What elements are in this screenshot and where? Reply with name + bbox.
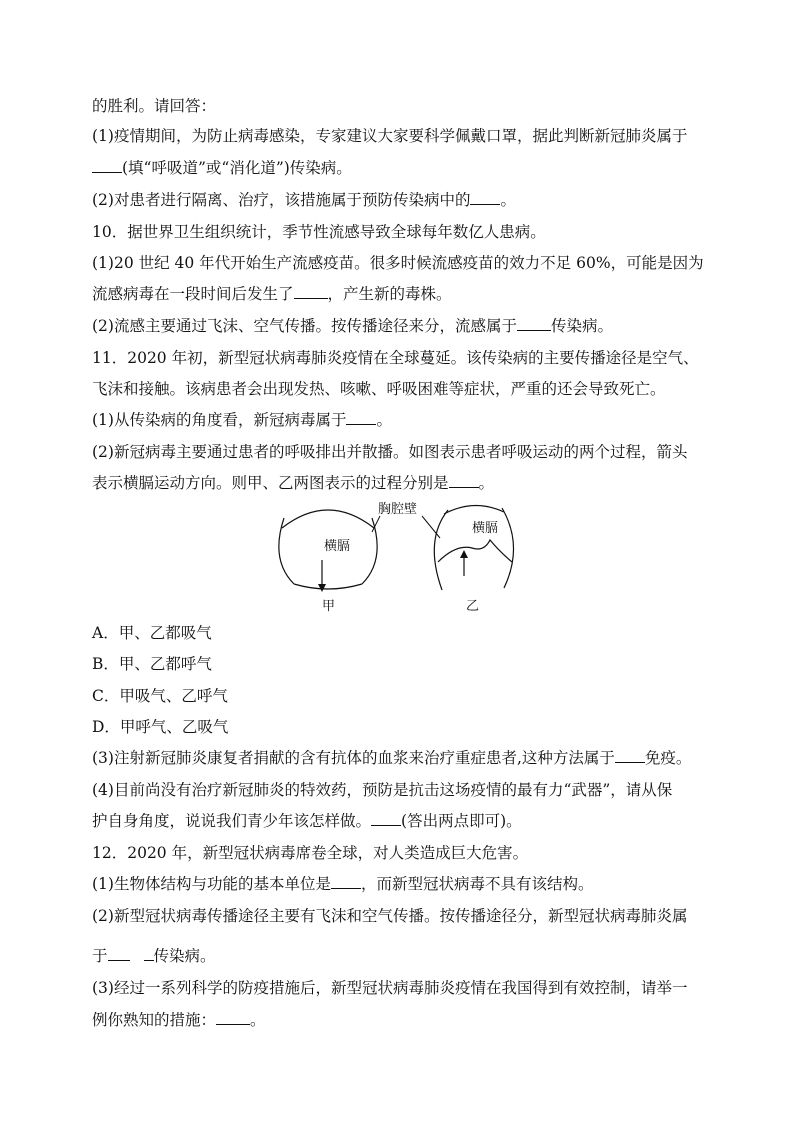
answer-blank (331, 874, 361, 889)
text-segment: ，产生新的毒株。 (327, 285, 452, 303)
text-segment: (1)从传染病的角度看，新冠病毒属于 (92, 411, 347, 429)
breathing-diagram (272, 498, 522, 618)
caption-jia: 甲 (322, 599, 336, 614)
answer-blank (144, 946, 154, 961)
text-line (92, 811, 522, 831)
thoracic-wall-left (279, 518, 294, 584)
text-line (92, 190, 516, 210)
text-line (92, 410, 392, 430)
text-segment: 。 (376, 411, 392, 429)
thoracic-wall-right-outer (502, 508, 514, 588)
text-segment: (答出两点即可)。 (401, 812, 522, 830)
answer-blank (615, 748, 645, 763)
answer-blank (517, 316, 551, 331)
text-segment: (2)流感主要通过飞沫、空气传播。按传播途径来分，流感属于 (92, 317, 517, 335)
text-segment: 免疫。 (644, 749, 692, 767)
text-segment: 护自身角度，说说我们青少年该怎样做。 (92, 812, 372, 830)
text-line (92, 284, 452, 304)
text-line (92, 1010, 266, 1030)
text-line (92, 946, 216, 966)
answer-blank (108, 946, 130, 961)
text-line (92, 158, 352, 178)
diaphragm-right (438, 540, 512, 562)
answer-blank (92, 158, 122, 173)
text-line (92, 748, 691, 768)
dome-top-right (444, 505, 504, 514)
option-a: A．甲、乙都吸气 (92, 624, 212, 642)
answer-blank (371, 811, 401, 826)
text-line: 的胜利。请回答： (92, 97, 217, 115)
diaphragm-left (294, 584, 362, 589)
diaphragm-label-left: 横膈 (324, 539, 351, 554)
text-segment: 。 (478, 474, 495, 492)
text-line: (3)经过一系列科学的防疫措施后，新型冠状病毒肺炎疫情在我国得到有效控制，请举一 (92, 979, 688, 997)
wall-pointer-right (422, 516, 440, 538)
diaphragm-label-right: 横膈 (472, 521, 499, 536)
answer-blank (216, 1010, 250, 1025)
thoracic-wall-right (434, 510, 448, 590)
arrow-head-down (318, 584, 326, 592)
text-segment: (3)注射新冠肺炎康复者捐献的含有抗体的血浆来治疗重症患者,这种方法属于 (92, 749, 615, 767)
text-line: 飞沫和接触。该病患者会出现发热、咳嗽、呼吸困难等症状，严重的还会导致死亡。 (92, 380, 666, 398)
text-line (92, 473, 494, 493)
text-segment: 传染病。 (550, 317, 613, 335)
option-c: C．甲吸气、乙呼气 (92, 687, 228, 705)
text-line: (1)20 世纪 40 年代开始生产流感疫苗。很多时候流感疫苗的效力不足 60%，可能是因为 (92, 254, 704, 272)
caption-yi: 乙 (466, 599, 480, 614)
text-segment: 例你熟知的措施： (92, 1011, 217, 1029)
text-line: (1)疫情期间，为防止病毒感染，专家建议大家要科学佩戴口罩，据此判断新冠肺炎属于 (92, 127, 688, 145)
text-line: (2)新型冠状病毒传播途径主要有飞沫和空气传播。按传播途径分，新型冠状病毒肺炎属 (92, 907, 688, 925)
text-segment: 于 (92, 947, 108, 965)
text-line: (2)新冠病毒主要通过患者的呼吸排出并散播。如图表示患者呼吸运动的两个过程，箭头 (92, 443, 688, 461)
answer-blank (346, 410, 376, 425)
text-segment: 流感病毒在一段时间后发生了 (92, 285, 294, 303)
text-segment: 。 (250, 1011, 266, 1029)
thoracic-wall-label: 胸腔壁 (378, 502, 418, 517)
arrow-head-up (460, 550, 468, 558)
dome-top-left (282, 510, 374, 528)
text-line (92, 874, 593, 894)
question-11-stem: 11．2020 年初，新型冠状病毒肺炎疫情在全球蔓延。该传染病的主要传播途径是空气、 (92, 349, 699, 367)
answer-blank (449, 473, 479, 488)
option-d: D．甲呼气、乙吸气 (92, 718, 229, 736)
text-line: (4)目前尚没有治疗新冠肺炎的特效药，预防是抗击这场疫情的最有力“武器”，请从保 (92, 781, 673, 799)
option-b: B．甲、乙都呼气 (92, 655, 212, 673)
wall-pointer-left (372, 516, 380, 532)
text-line (92, 316, 613, 336)
text-segment: 表示横膈运动方向。则甲、乙两图表示的过程分别是 (92, 474, 449, 492)
question-10-stem: 10．据世界卫生组织统计，季节性流感导致全球每年数亿人患病。 (92, 223, 546, 241)
answer-blank (470, 190, 500, 205)
text-segment: (填“呼吸道”或“消化道”)传染病。 (122, 159, 352, 177)
text-segment: ，而新型冠状病毒不具有该结构。 (360, 875, 594, 893)
thoracic-wall-left-right (362, 518, 377, 584)
text-segment: (1)生物体结构与功能的基本单位是 (92, 875, 331, 893)
text-segment: (2)对患者进行隔离、治疗，该措施属于预防传染病中的 (92, 191, 471, 209)
question-12-stem: 12．2020 年，新型冠状病毒席卷全球，对人类造成巨大危害。 (92, 844, 529, 862)
text-segment: 传染病。 (153, 947, 216, 965)
answer-blank (294, 284, 328, 299)
text-segment: 。 (500, 191, 516, 209)
